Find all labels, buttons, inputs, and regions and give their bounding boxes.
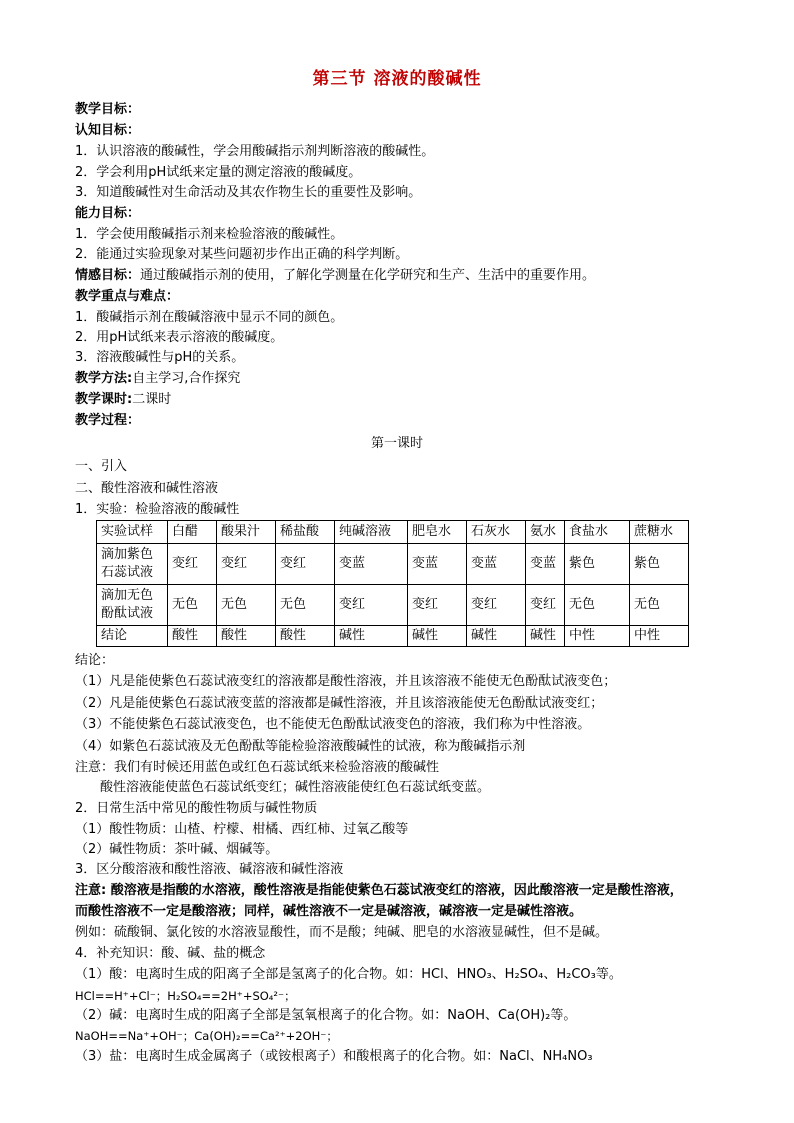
conclusion-item-2: （2）凡是能使紫色石蕊试液变蓝的溶液都是碱性溶液，并且该溶液能使无色酚酞试液变红；	[75, 696, 604, 711]
table-cell: 变蓝	[335, 544, 408, 585]
cognitive-item-1: 1．认识溶液的酸碱性，学会用酸碱指示剂判断溶液的酸碱性。	[75, 144, 435, 159]
supplement-base-equation: NaOH==Na⁺+OH⁻；Ca(OH)₂==Ca²⁺+2OH⁻；	[75, 1029, 338, 1043]
table-row	[97, 544, 689, 585]
table-cell: 碱性	[408, 626, 467, 647]
table-cell: 酸性	[168, 626, 217, 647]
table-header-cell: 肥皂水	[408, 521, 467, 544]
conclusion-item-4: （4）如紫色石蕊试液及无色酚酞等能检验溶液酸碱性的试液，称为酸碱指示剂	[75, 739, 526, 754]
table-cell: 滴加无色酚酞试液	[97, 585, 168, 626]
conclusion-heading: 结论：	[75, 653, 115, 668]
daily-acid: （1）酸性物质：山楂、柠檬、柑橘、西红柿、过氧乙酸等	[75, 822, 409, 837]
table-header-cell: 稀盐酸	[276, 521, 335, 544]
table-cell: 无色	[565, 585, 630, 626]
method-label: 教学方法:	[75, 371, 133, 386]
process-heading: 教学过程：	[75, 413, 141, 428]
supplement-salt: （3）盐：电离时生成金属离子（或铵根离子）和酸根离子的化合物。如：NaCl、NH₄NO₃	[75, 1049, 593, 1064]
table-cell: 无色	[217, 585, 276, 626]
distinguish-example: 例如：硫酸铜、氯化铵的水溶液显酸性，而不是酸；纯碱、肥皂的水溶液显碱性，但不是碱。	[75, 925, 609, 940]
table-cell: 变红	[526, 585, 565, 626]
table-cell: 变红	[467, 585, 526, 626]
table-cell: 碱性	[467, 626, 526, 647]
table-cell: 碱性	[526, 626, 565, 647]
key-point-3: 3．溶液酸碱性与pH的关系。	[75, 350, 245, 365]
table-row	[97, 626, 689, 647]
table-cell: 变红	[168, 544, 217, 585]
table-cell: 变蓝	[467, 544, 526, 585]
table-cell: 变红	[217, 544, 276, 585]
daily-base: （2）碱性物质：茶叶碱、烟碱等。	[75, 842, 279, 857]
table-cell: 滴加紫色石蕊试液	[97, 544, 168, 585]
table-header-row	[97, 521, 689, 544]
table-cell: 紫色	[565, 544, 630, 585]
supplement-acid-equation: HCl==H⁺+Cl⁻；H₂SO₄==2H⁺+SO₄²⁻；	[75, 989, 296, 1003]
table-cell: 变蓝	[526, 544, 565, 585]
hours-label: 教学课时:	[75, 392, 133, 407]
page-title: 第三节 溶液的酸碱性	[312, 69, 482, 89]
table-header-cell: 白醋	[168, 521, 217, 544]
goals-heading: 教学目标：	[75, 102, 141, 117]
table-cell: 紫色	[630, 544, 689, 585]
table-cell: 酸性	[276, 626, 335, 647]
experiment-table	[96, 520, 689, 647]
daily-heading: 2．日常生活中常见的酸性物质与碱性物质	[75, 801, 318, 816]
table-header-cell: 石灰水	[467, 521, 526, 544]
note-line-1: 注意：我们有时候还用蓝色或红色石蕊试纸来检验溶液的酸碱性	[75, 760, 440, 775]
table-cell: 无色	[276, 585, 335, 626]
key-point-2: 2．用pH试纸来表示溶液的酸碱度。	[75, 330, 284, 345]
ability-item-1: 1．学会使用酸碱指示剂来检验溶液的酸碱性。	[75, 227, 344, 242]
table-cell: 结论	[97, 626, 168, 647]
emotion-line	[75, 267, 595, 285]
experiment-label: 1．实验：检验溶液的酸碱性	[75, 502, 240, 517]
hours-value: 二课时	[132, 392, 172, 407]
note-line-2: 酸性溶液能使蓝色石蕊试纸变红；碱性溶液能使红色石蕊试纸变蓝。	[100, 780, 491, 795]
ability-heading: 能力目标：	[75, 206, 141, 221]
distinguish-note-2: 而酸性溶液不一定是酸溶液；同样，碱性溶液不一定是碱溶液，碱溶液一定是碱性溶液。	[75, 904, 583, 919]
table-header-cell: 氨水	[526, 521, 565, 544]
method-value: 自主学习,合作探究	[132, 371, 241, 386]
table-cell: 中性	[630, 626, 689, 647]
cognitive-heading: 认知目标：	[75, 123, 141, 138]
emotion-heading: 情感目标：	[75, 268, 141, 283]
section-intro: 一、引入	[75, 459, 128, 474]
table-cell: 中性	[565, 626, 630, 647]
supplement-base: （2）碱：电离时生成的阳离子全部是氢氧根离子的化合物。如：NaOH、Ca(OH)₂等。	[75, 1008, 577, 1023]
table-cell: 无色	[168, 585, 217, 626]
table-row	[97, 585, 689, 626]
key-point-1: 1．酸碱指示剂在酸碱溶液中显示不同的颜色。	[75, 310, 344, 325]
key-points-heading: 教学重点与难点：	[75, 289, 180, 304]
table-cell: 碱性	[335, 626, 408, 647]
emotion-text: 通过酸碱指示剂的使用，了解化学测量在化学研究和生产、生活中的重要作用。	[140, 268, 596, 283]
distinguish-note-1: 注意: 酸溶液是指酸的水溶液，酸性溶液是指能使紫色石蕊试液变红的溶液，因此酸溶液一定是酸性溶液，	[75, 883, 683, 898]
hours-line	[75, 391, 171, 409]
distinguish-heading: 3．区分酸溶液和酸性溶液、碱溶液和碱性溶液	[75, 862, 344, 877]
supplement-heading: 4．补充知识：酸、碱、盐的概念	[75, 946, 266, 961]
table-cell: 变蓝	[408, 544, 467, 585]
ability-item-2: 2．能通过实验现象对某些问题初步作出正确的科学判断。	[75, 247, 409, 262]
table-cell: 变红	[276, 544, 335, 585]
cognitive-item-2: 2．学会利用pH试纸来定量的测定溶液的酸碱度。	[75, 165, 362, 180]
conclusion-item-3: （3）不能使紫色石蕊试液变色，也不能使无色酚酞试液变色的溶液，我们称为中性溶液。	[75, 717, 591, 732]
section-2-heading: 二、酸性溶液和碱性溶液	[75, 481, 219, 496]
supplement-acid: （1）酸：电离时生成的阳离子全部是氢离子的化合物。如：HCl、HNO₃、H₂SO₄、H₂CO₃等。	[75, 967, 622, 982]
table-cell: 变红	[335, 585, 408, 626]
table-header-cell: 蔗糖水	[630, 521, 689, 544]
method-line	[75, 370, 240, 388]
table-cell: 酸性	[217, 626, 276, 647]
cognitive-item-3: 3．知道酸碱性对生命活动及其农作物生长的重要性及影响。	[75, 185, 422, 200]
table-header-cell: 实验试样	[97, 521, 168, 544]
table-header-cell: 酸果汁	[217, 521, 276, 544]
table-cell: 变红	[408, 585, 467, 626]
conclusion-item-1: （1）凡是能使紫色石蕊试液变红的溶液都是酸性溶液，并且该溶液不能使无色酚酞试液变色；	[75, 674, 617, 689]
table-header-cell: 纯碱溶液	[335, 521, 408, 544]
table-header-cell: 食盐水	[565, 521, 630, 544]
lesson-title: 第一课时	[370, 436, 423, 451]
table-cell: 无色	[630, 585, 689, 626]
